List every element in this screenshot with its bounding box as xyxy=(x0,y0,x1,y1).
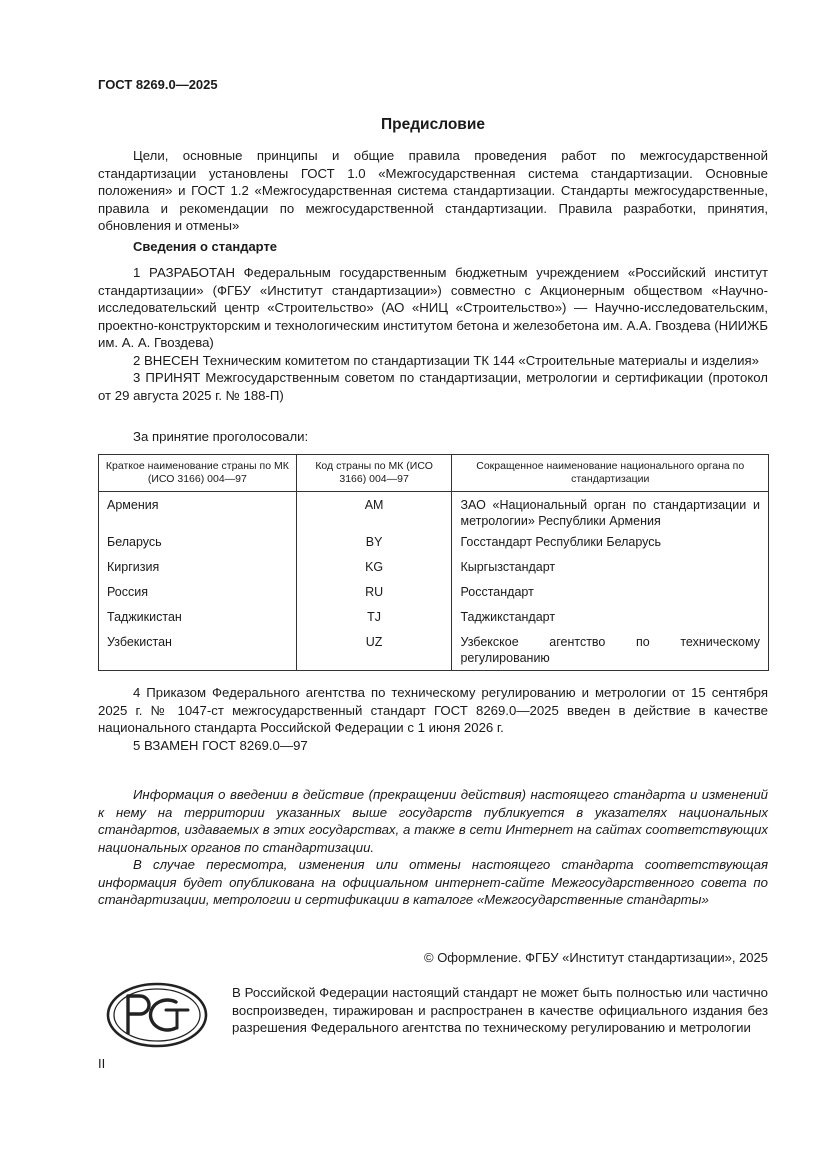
org-cell: Росстандарт xyxy=(452,582,769,607)
country-cell: Узбекистан xyxy=(99,632,297,671)
country-cell: Беларусь xyxy=(99,532,297,557)
intro-paragraph: Цели, основные принципы и общие правила проведения работ по межгосударственной стандартизации установлены ГОСТ 1.0 «Межгосударственная система стандартизации. Основные положения» и ГОСТ 1.2 «Межгосударственная система стандартизации. Стандарты межгосударственные, правила и рекомендации по межгосударственной стандартизации. Правила разработки, принятия, обновления и отмены» xyxy=(98,148,768,233)
table-row xyxy=(99,492,769,533)
page-title: Предисловие xyxy=(380,116,485,133)
table-header-row xyxy=(99,455,769,492)
enactment-list xyxy=(98,684,768,754)
copyright: © Оформление. ФГБУ «Институт стандартизации», 2025 xyxy=(424,950,768,965)
country-cell: Таджикистан xyxy=(99,607,297,632)
header-code: Код страны по МК (ИСО 3166) 004—97 xyxy=(296,455,452,492)
code-cell: RU xyxy=(296,582,452,607)
table-row xyxy=(99,582,769,607)
doc-code: ГОСТ 8269.0—2025 xyxy=(98,77,218,92)
country-cell: Киргизия xyxy=(99,557,297,582)
info-heading: Сведения о стандарте xyxy=(133,239,278,254)
org-cell: Кыргызстандарт xyxy=(452,557,769,582)
info-note-p1: Информация о введении в действие (прекращении действия) настоящего стандарта и изменений к нему на территории указанных выше государств публикуется в указателях национальных стандартов, издаваемых в этих государствах, а также в сети Интернет на сайтах соответствующих национальных органов по стандартизации. xyxy=(98,787,768,855)
country-cell: Армения xyxy=(99,492,297,533)
table-row xyxy=(99,607,769,632)
info-note xyxy=(98,786,768,909)
vote-label: За принятие проголосовали: xyxy=(133,429,309,444)
item-adopted: 3 ПРИНЯТ Межгосударственным советом по стандартизации, метрологии и сертификации (протокол от 29 августа 2025 г. № 188-П) xyxy=(98,370,768,403)
header-country: Краткое наименование страны по МК (ИСО 3166) 004—97 xyxy=(99,455,297,492)
code-cell: UZ xyxy=(296,632,452,671)
country-cell: Россия xyxy=(99,582,297,607)
org-cell: ЗАО «Национальный орган по стандартизации и метрологии» Республики Армения xyxy=(452,492,769,533)
header-org: Сокращенное наименование национального органа по стандартизации xyxy=(452,455,769,492)
code-cell: KG xyxy=(296,557,452,582)
item-enacted: 4 Приказом Федерального агентства по техническому регулированию и метрологии от 15 сентября 2025 г. № 1047-ст межгосударственный стандарт ГОСТ 8269.0—2025 введен в действие в качестве национального стандарта Российской Федерации с 1 июня 2026 г. xyxy=(98,685,768,735)
copyright-notice: В Российской Федерации настоящий стандарт не может быть полностью или частично воспроизведен, тиражирован и распространен в качестве официального издания без разрешения Федерального агентства по техническому регулированию и метрологии xyxy=(232,985,768,1035)
table-row xyxy=(99,532,769,557)
rst-mark-icon xyxy=(106,982,208,1048)
page-number: II xyxy=(98,1056,106,1071)
table-row xyxy=(99,557,769,582)
org-cell: Таджикстандарт xyxy=(452,607,769,632)
code-cell: TJ xyxy=(296,607,452,632)
table-row xyxy=(99,632,769,671)
item-developed: 1 РАЗРАБОТАН Федеральным государственным бюджетным учреждением «Российский институт стандартизации» (ФГБУ «Институт стандартизации») совместно с Акционерным обществом «Научно-исследовательский центр «Строительство» (АО «НИЦ «Строительство») — Научно-исследовательским, проектно-конструкторским и технологическим институтом бетона и железобетона им. А.А. Гвоздева (НИИЖБ им. А. А. Гвоздева) xyxy=(98,265,768,350)
item-introduced: 2 ВНЕСЕН Техническим комитетом по стандартизации ТК 144 «Строительные материалы и изделия» xyxy=(133,352,759,368)
code-cell: BY xyxy=(296,532,452,557)
voting-table xyxy=(98,454,769,671)
org-cell: Госстандарт Республики Беларусь xyxy=(452,532,769,557)
org-cell: Узбекское агентство по техническому регулированию xyxy=(452,632,769,671)
item-replaces: 5 ВЗАМЕН ГОСТ 8269.0—97 xyxy=(133,737,308,753)
info-note-p2: В случае пересмотра, изменения или отмены настоящего стандарта соответствующая информация будет опубликована на официальном интернет-сайте Межгосударственного совета по стандартизации, метрологии и сертификации в каталоге «Межгосударственные стандарты» xyxy=(98,857,768,907)
standard-info-list xyxy=(98,264,768,404)
code-cell: AM xyxy=(296,492,452,533)
